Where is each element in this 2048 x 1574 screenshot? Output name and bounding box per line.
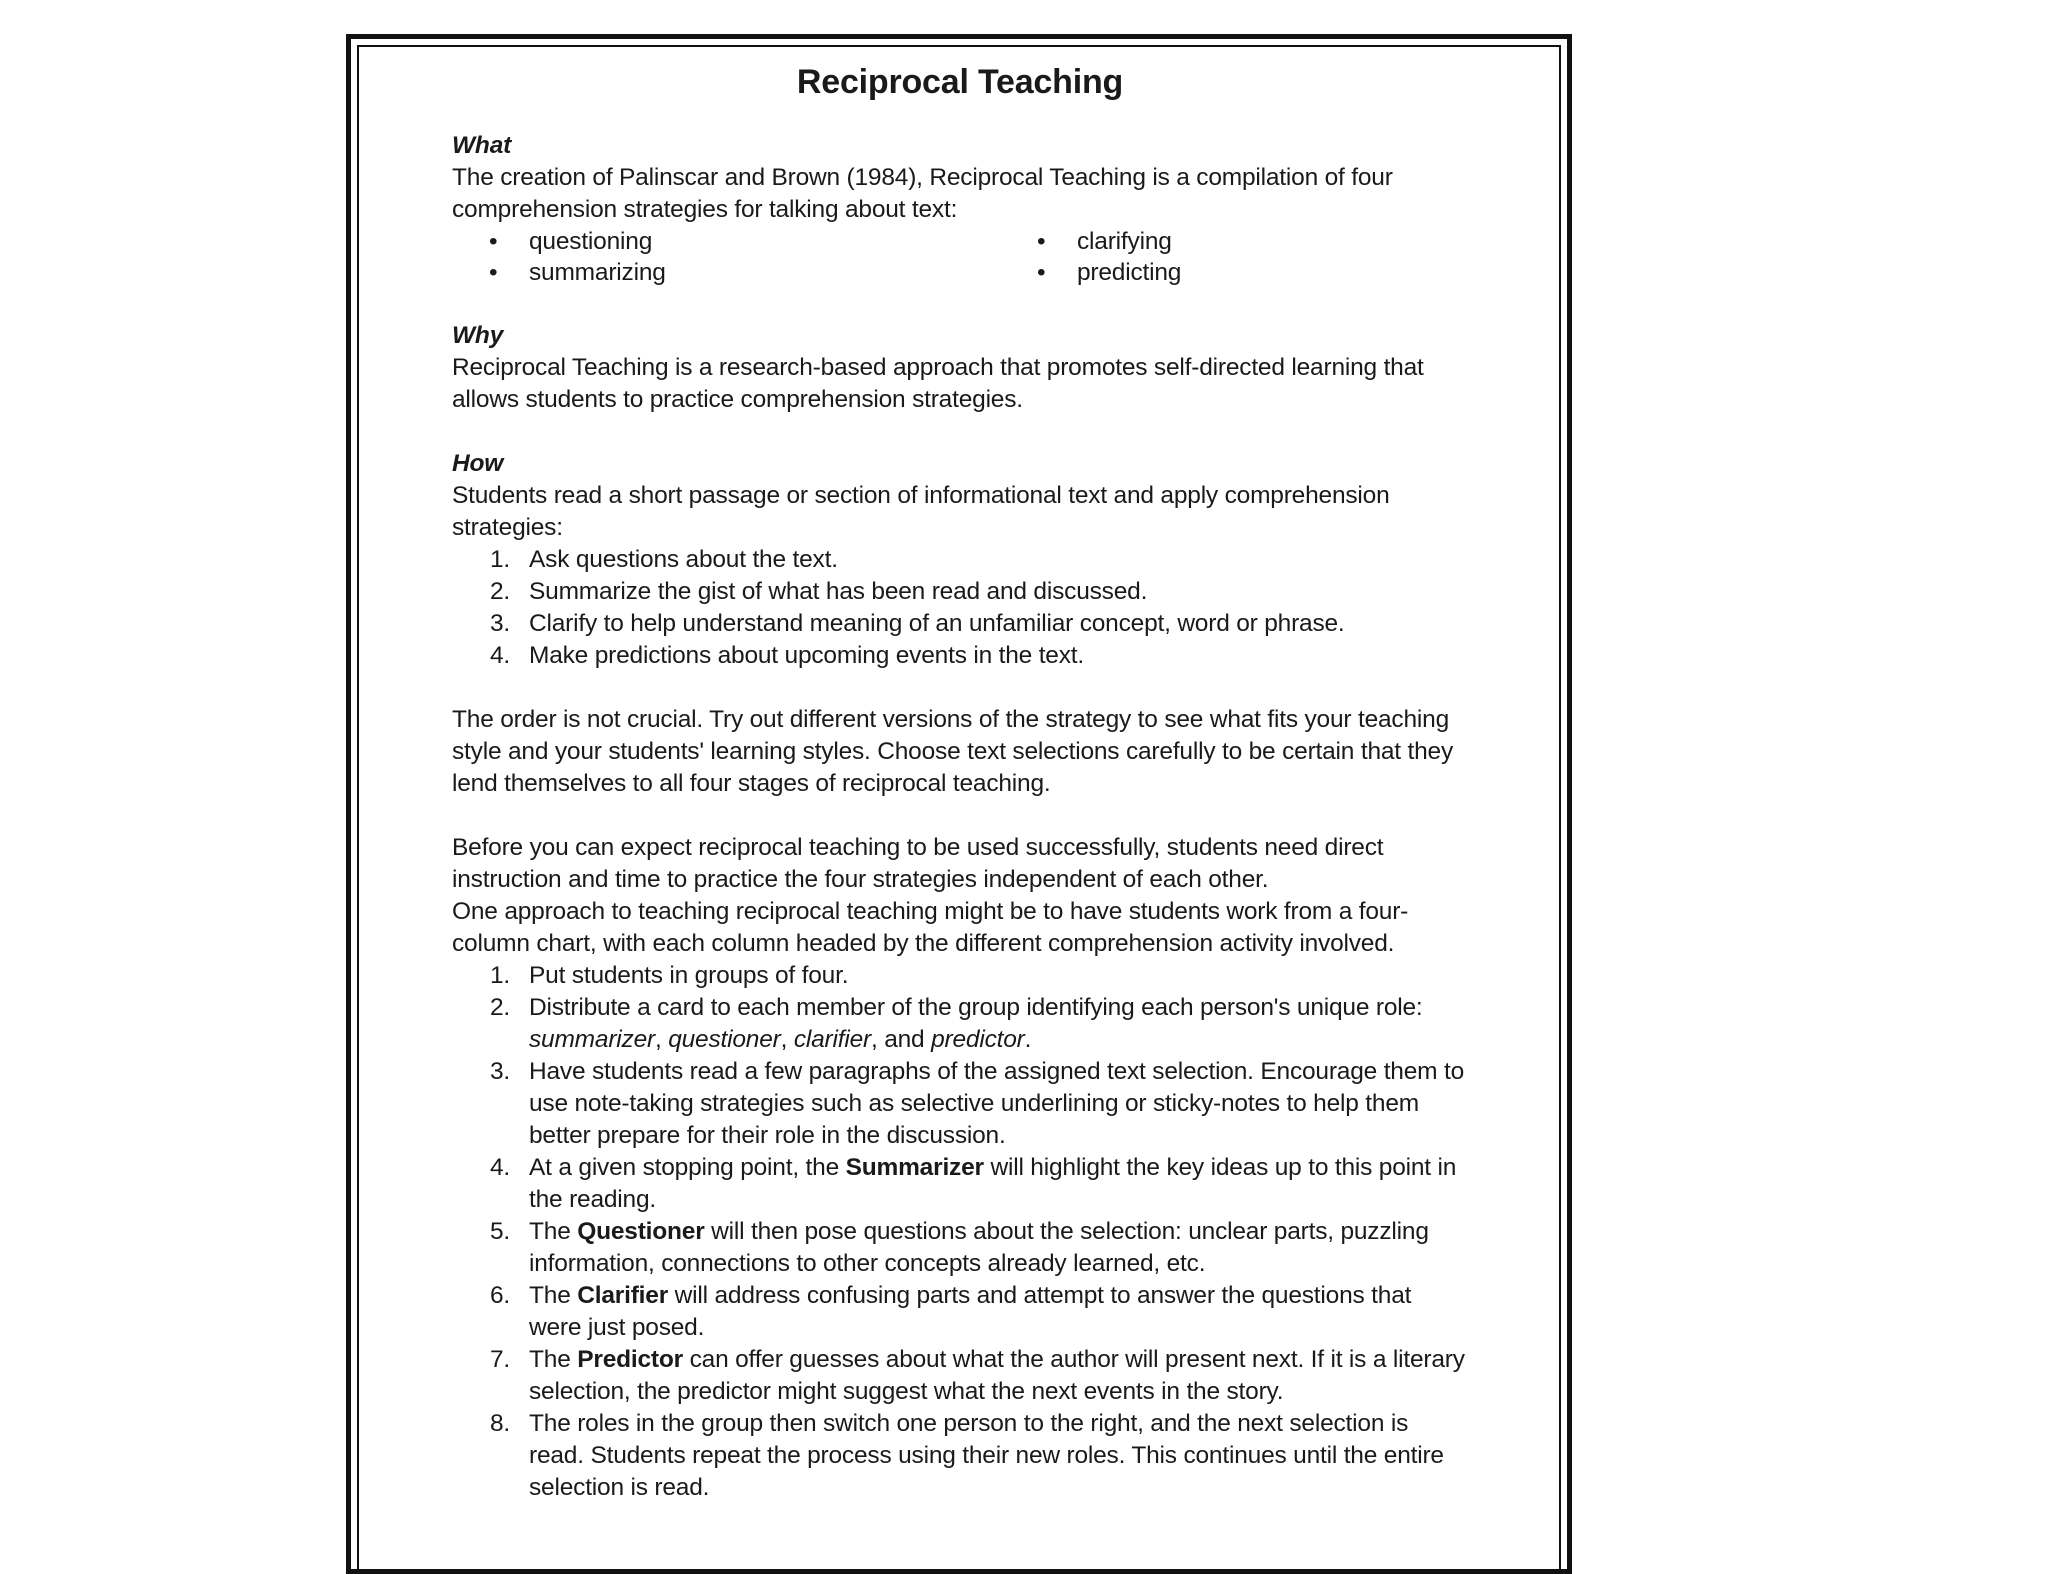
step-number: 2. <box>490 994 511 1021</box>
step-text: Put students in groups of four. <box>529 962 849 989</box>
role-separator: , and <box>870 1026 932 1053</box>
role-summarizer: summarizer <box>529 1026 655 1053</box>
step-number: 3. <box>490 1058 511 1085</box>
role-name: Predictor <box>577 1346 683 1373</box>
list-item <box>452 960 1468 992</box>
list-item <box>452 640 1468 672</box>
list-item <box>452 1216 1468 1280</box>
step-text: Clarify to help understand meaning of an unfamiliar concept, word or phrase. <box>529 610 1345 637</box>
how-heading: How <box>452 450 504 477</box>
list-item <box>452 608 1468 640</box>
step-text-pre: The <box>529 1218 578 1245</box>
step-number: 3. <box>490 610 511 637</box>
role-clarifier: clarifier <box>793 1026 871 1053</box>
step-number: 5. <box>490 1218 511 1245</box>
step-number: 1. <box>490 962 511 989</box>
list-item <box>452 576 1468 608</box>
roles-steps-list <box>452 960 1468 1504</box>
why-text: Reciprocal Teaching is a research-based approach that promotes self-directed learning that allows students to practice comprehension strategies. <box>452 354 1424 413</box>
list-item <box>452 1152 1468 1216</box>
order-note: The order is not crucial. Try out different versions of the strategy to see what fits your teaching style and your students' learning styles. Choose text selections carefully to be certain that they lend themselves to all four stages of reciprocal teaching. <box>452 706 1454 797</box>
spacer <box>452 416 1468 448</box>
step-number: 6. <box>490 1282 511 1309</box>
bullet-summarizing: • summarizing <box>452 257 1000 288</box>
step-text-post: can offer guesses about what the author will present next. If it is a literary selection, the predictor might suggest what the next events in the story. <box>529 1346 1465 1405</box>
step-number: 4. <box>490 642 511 669</box>
step-number: 2. <box>490 578 511 605</box>
role-predictor: predictor <box>931 1026 1025 1053</box>
strategy-steps-list <box>452 544 1468 672</box>
step-text: Have students read a few paragraphs of the assigned text selection. Encourage them to use note-taking strategies such as selective underlining or sticky-notes to help them better prepare for their role in the discussion. <box>529 1058 1464 1149</box>
list-item <box>452 1344 1468 1408</box>
role-questioner: questioner <box>668 1026 781 1053</box>
step-number: 8. <box>490 1410 511 1437</box>
how-intro: Students read a short passage or section of informational text and apply comprehension strategies: <box>452 482 1390 541</box>
what-text: The creation of Palinscar and Brown (1984), Reciprocal Teaching is a compilation of four comprehension strategies for talking about text: <box>452 164 1393 223</box>
role-name: Questioner <box>577 1218 705 1245</box>
step-text-post: will highlight the key ideas up to this point in the reading. <box>529 1154 1457 1213</box>
list-item <box>452 544 1468 576</box>
role-separator: , <box>780 1026 794 1053</box>
bullet-questioning: • questioning <box>452 226 1000 257</box>
spacer <box>452 800 1468 832</box>
role-name: Clarifier <box>577 1282 669 1309</box>
step-number: 1. <box>490 546 511 573</box>
step-text-pre: The <box>529 1282 578 1309</box>
list-item <box>452 1280 1468 1344</box>
before-text: Before you can expect reciprocal teaching to be used successfully, students need direct instruction and time to practice the four strategies independent of each other. <box>452 834 1384 893</box>
step-text: Ask questions about the text. <box>529 546 838 573</box>
list-item <box>452 1056 1468 1152</box>
role-separator: , <box>654 1026 669 1053</box>
step-text: Distribute a card to each member of the group identifying each person's unique role: <box>529 994 1423 1021</box>
what-heading: What <box>452 132 512 159</box>
role-name: Summarizer <box>845 1154 984 1181</box>
spacer <box>452 288 1468 320</box>
spacer <box>452 672 1468 704</box>
bullet-predicting: • predicting <box>1000 257 1468 288</box>
strategy-bullet-list <box>452 226 1468 288</box>
approach-text: One approach to teaching reciprocal teaching might be to have students work from a four-column chart, with each column headed by the different comprehension activity involved. <box>452 898 1409 957</box>
step-number: 4. <box>490 1154 511 1181</box>
step-text-post: will then pose questions about the selection: unclear parts, puzzling information, connections to other concepts already learned, etc. <box>529 1218 1429 1277</box>
step-number: 7. <box>490 1346 511 1373</box>
step-text-pre: At a given stopping point, the <box>529 1154 846 1181</box>
list-item <box>452 1408 1468 1504</box>
document-body <box>452 60 1468 1504</box>
role-end: . <box>1024 1026 1032 1053</box>
step-text: Make predictions about upcoming events in the text. <box>529 642 1084 669</box>
step-text: The roles in the group then switch one person to the right, and the next selection is read. Students repeat the process using their new roles. This continues until the entire selection is read. <box>529 1410 1444 1501</box>
step-text-post: will address confusing parts and attempt to answer the questions that were just posed. <box>529 1282 1412 1341</box>
bullet-clarifying: • clarifying <box>1000 226 1468 257</box>
page-title: Reciprocal Teaching <box>796 63 1124 101</box>
why-heading: Why <box>452 322 504 349</box>
step-text-pre: The <box>529 1346 578 1373</box>
list-item <box>452 992 1468 1056</box>
step-text: Summarize the gist of what has been read and discussed. <box>529 578 1148 605</box>
